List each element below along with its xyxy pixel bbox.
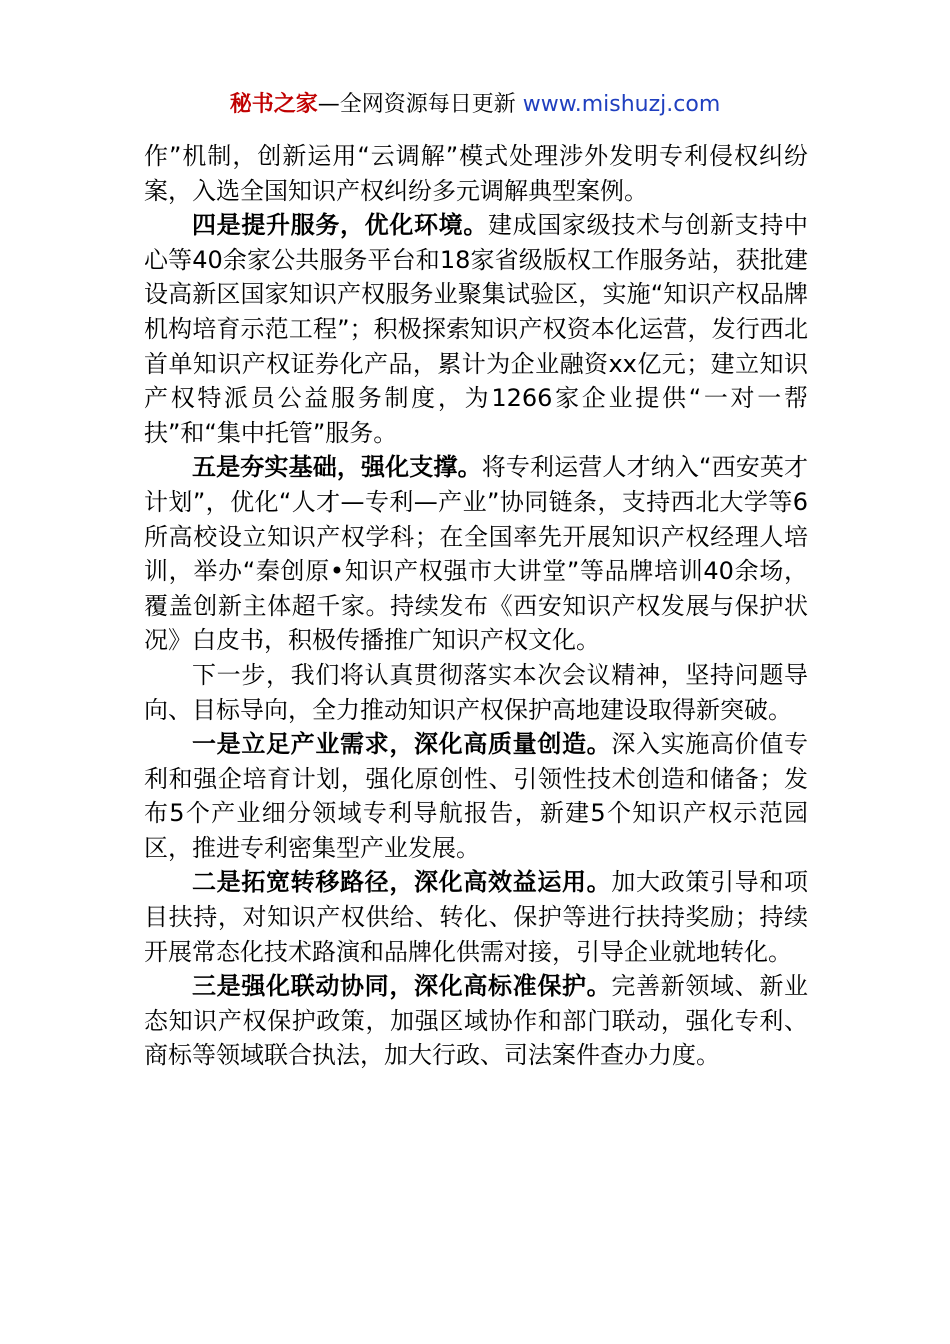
paragraph-3 [144,450,808,658]
paragraph-7 [144,969,808,1073]
paragraph-6 [144,865,808,969]
site-brand: 秘书之家 [229,92,318,117]
paragraph-5-lead: 一是立足产业需求，深化高质量创造。 [192,730,612,759]
paragraph-1 [144,139,808,208]
paragraph-7-lead: 三是强化联动协同，深化高标准保护。 [192,972,612,1001]
paragraph-3-lead: 五是夯实基础，强化支撑。 [192,453,482,482]
paragraph-6-text: 加大政策引导和项目扶持，对知识产权供给、转化、保护等进行扶持奖励；持续开展常态化技术路演和品牌化供需对接，引导企业就地转化。 [144,868,809,966]
paragraph-2-lead: 四是提升服务，优化环境。 [192,211,488,240]
paragraph-7-text: 完善新领域、新业态知识产权保护政策，加强区域协作和部门联动，强化专利、商标等领域联合执法，加大行政、司法案件查办力度。 [144,972,809,1070]
header-separator: — [317,92,340,117]
paragraph-5 [144,727,808,865]
site-url-link[interactable]: www.mishuzj.com [522,92,721,117]
paragraph-5-text: 深入实施高价值专利和强企培育计划，强化原创性、引领性技术创造和储备；发布5个产业细分领域专利导航报告，新建5个知识产权示范园区，推进专利密集型产业发展。 [144,730,809,862]
page-header [0,90,950,120]
paragraph-1-text: 作”机制，创新运用“云调解”模式处理涉外发明专利侵权纠纷案，入选全国知识产权纠纷多元调解典型案例。 [144,142,808,205]
paragraph-4-text: 下一步，我们将认真贯彻落实本次会议精神，坚持问题导向、目标导向，全力推动知识产权保护高地建设取得新突破。 [144,660,808,724]
paragraph-2-text: 建成国家级技术与创新支持中心等40余家公共服务平台和18家省级版权工作服务站，获批建设高新区国家知识产权服务业聚集试验区，实施“知识产权品牌机构培育示范工程”；积极探索知识产权资本化运营，发行西北首单知识产权证券化产品，累计为企业融资xx亿元；建立知识产权特派员公益服务制度，为1266家企业提供“一对一帮扶”和“集中托管”服务。 [144,211,808,447]
paragraph-2 [144,208,808,450]
paragraph-6-lead: 二是拓宽转移路径，深化高效益运用。 [192,868,612,897]
paragraph-3-text: 将专利运营人才纳入“西安英才计划”，优化“人才—专利—产业”协同链条，支持西北大学等6所高校设立知识产权学科；在全国率先开展知识产权经理人培训，举办“秦创原•知识产权强市大讲堂”等品牌培训40余场，覆盖创新主体超千家。持续发布《西安知识产权发展与保护状况》白皮书，积极传播推广知识产权文化。 [144,453,809,655]
document-body [144,139,808,1073]
paragraph-4 [144,658,808,727]
header-tagline: 全网资源每日更新 [339,92,516,117]
